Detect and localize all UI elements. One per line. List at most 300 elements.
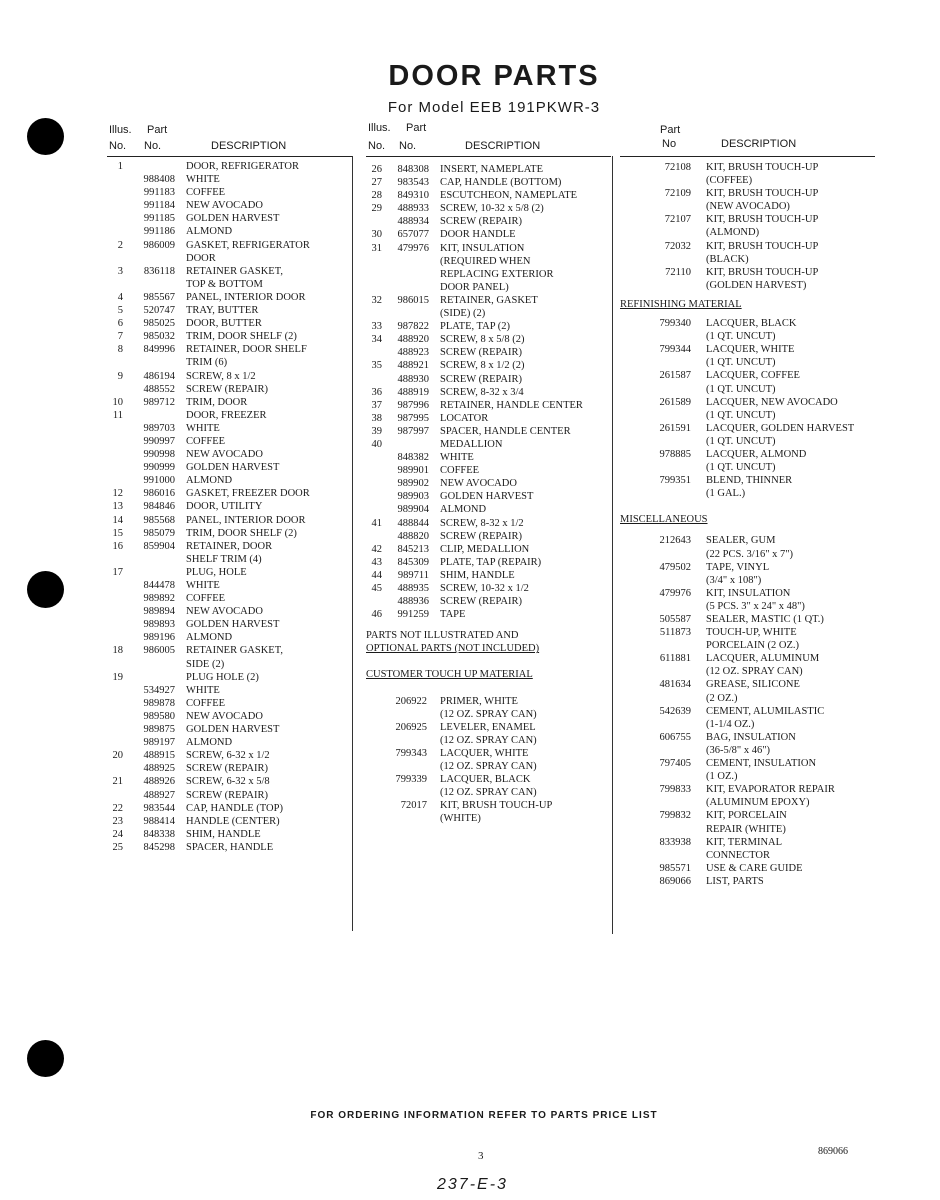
table-row (107, 422, 352, 435)
part-description: SCREW (REPAIR) (186, 383, 268, 395)
part-number: 799340 (659, 318, 691, 330)
table-row (366, 333, 611, 346)
customer-touchup-heading: CUSTOMER TOUCH UP MATERIAL (366, 669, 533, 681)
part-description: GASKET, REFRIGERATOR (186, 239, 310, 251)
part-number: 481634 (659, 679, 691, 691)
part-description: SCREW, 8 x 1/2 (2) (440, 360, 525, 372)
part-description: (1 QT. UNCUT) (706, 462, 776, 474)
document-number: 869066 (818, 1146, 848, 1157)
part-number: 987996 (397, 399, 429, 411)
touchup-list (366, 695, 611, 826)
part-number: 72017 (400, 800, 427, 812)
part-description: PLATE, TAP (REPAIR) (440, 556, 542, 568)
illus-number: 38 (371, 412, 382, 424)
part-description: TAPE, VINYL (706, 561, 770, 573)
part-description: SCREW (REPAIR) (440, 216, 522, 228)
part-number: 844478 (143, 580, 175, 591)
table-row (107, 173, 352, 186)
part-description: KIT, PORCELAIN (706, 810, 787, 822)
table-row (366, 608, 611, 621)
not-illustrated-note: PARTS NOT ILLUSTRATED AND (366, 630, 519, 642)
part-description: (3/4" x 108") (706, 574, 762, 586)
table-row (366, 695, 611, 708)
table-row (620, 356, 875, 369)
table-row (620, 369, 875, 382)
part-number: 989580 (143, 710, 175, 722)
part-description: LACQUER, WHITE (706, 344, 795, 356)
part-description: (12 OZ. SPRAY CAN) (440, 734, 537, 746)
part-description: NEW AVOCADO (186, 449, 263, 461)
table-row (366, 359, 611, 372)
part-number: 479976 (397, 242, 429, 254)
part-number: 606755 (659, 731, 691, 743)
table-row (366, 412, 611, 425)
part-number: 799833 (659, 784, 691, 796)
table-row (620, 561, 875, 574)
part-description: (5 PCS. 3" x 24" x 48") (706, 600, 805, 612)
part-description: (36-5/8" x 46") (706, 744, 770, 756)
part-number: 988414 (143, 815, 175, 827)
part-description: KIT, BRUSH TOUCH-UP (440, 800, 553, 812)
part-description: BAG, INSULATION (706, 731, 796, 743)
part-number: 799832 (659, 810, 691, 822)
table-row (107, 356, 352, 369)
table-row (107, 396, 352, 409)
part-description: SCREW, 6-32 x 1/2 (186, 750, 270, 762)
table-row (620, 823, 875, 836)
part-description: HANDLE (CENTER) (186, 815, 280, 827)
table-row (620, 174, 875, 187)
table-row (620, 613, 875, 626)
part-label: Part (406, 122, 427, 134)
table-row (620, 875, 875, 888)
part-description: (1-1/4 OZ.) (706, 718, 755, 730)
no-label: No (662, 138, 677, 150)
illus-number: 13 (112, 501, 123, 513)
table-row (620, 757, 875, 770)
table-row (366, 386, 611, 399)
part-description: SCREW (REPAIR) (440, 596, 522, 608)
part-description: SEALER, MASTIC (1 QT.) (706, 614, 824, 625)
part-description: (COFFEE) (706, 175, 753, 187)
table-row (366, 281, 611, 294)
part-number: 989703 (143, 422, 175, 434)
table-row (620, 240, 875, 253)
part-description: CONNECTOR (706, 849, 770, 861)
part-description: DOOR, FREEZER (186, 409, 267, 421)
part-description: LACQUER, BLACK (706, 318, 797, 330)
illus-number: 3 (117, 265, 123, 277)
part-number: 987822 (397, 321, 429, 333)
column-divider-1 (352, 156, 353, 931)
part-description: USE & CARE GUIDE (706, 862, 803, 874)
table-row (107, 278, 352, 291)
table-row (107, 802, 352, 815)
table-row (107, 239, 352, 252)
part-number: 486194 (143, 370, 175, 382)
part-description: SCREW (REPAIR) (186, 763, 268, 775)
part-description: DOOR, UTILITY (186, 501, 263, 513)
table-row (620, 639, 875, 652)
part-number: 797405 (659, 758, 691, 770)
illus-number: 4 (117, 291, 123, 303)
part-description: SPACER, HANDLE CENTER (440, 425, 571, 437)
part-description: GOLDEN HARVEST (186, 619, 280, 631)
column-header (107, 122, 352, 157)
part-number: 985567 (143, 291, 175, 303)
table-row (620, 796, 875, 809)
table-row (107, 566, 352, 579)
table-row (107, 723, 352, 736)
part-description: PLUG, HOLE (186, 566, 247, 578)
part-description: COFFEE (186, 697, 226, 709)
part-number: 986016 (143, 488, 175, 500)
part-description: (1 QT. UNCUT) (706, 409, 776, 421)
part-number: 833938 (659, 836, 691, 848)
part-description: WHITE (440, 452, 474, 464)
table-row (107, 304, 352, 317)
part-description: MEDALLION (440, 438, 503, 450)
illus-number: 21 (112, 776, 123, 788)
table-row (107, 474, 352, 487)
table-row (107, 736, 352, 749)
parts-column-1 (107, 122, 352, 854)
part-number: 488552 (143, 383, 175, 395)
table-row (366, 373, 611, 386)
part-description: (1 QT. UNCUT) (706, 331, 776, 343)
part-description: LACQUER, GOLDEN HARVEST (706, 422, 855, 434)
part-number: 991185 (143, 213, 175, 225)
illus-number: 25 (112, 841, 123, 853)
table-row (107, 225, 352, 238)
table-row (366, 773, 611, 786)
part-number: 488930 (397, 373, 429, 385)
part-description: CEMENT, INSULATION (706, 758, 817, 770)
part-description: GREASE, SILICONE (706, 679, 800, 691)
part-description: SCREW (REPAIR) (440, 530, 522, 542)
table-row (620, 692, 875, 705)
part-description: KIT, BRUSH TOUCH-UP (706, 162, 819, 173)
table-row (366, 163, 611, 176)
illus-number: 28 (371, 190, 382, 202)
part-number: 983544 (143, 802, 175, 814)
table-row (366, 734, 611, 747)
part-description: COFFEE (440, 465, 480, 477)
table-row (107, 252, 352, 265)
part-description: ALMOND (440, 504, 487, 516)
part-description: WHITE (186, 422, 220, 434)
handwritten-stamp: 237-E-3 (437, 1176, 508, 1193)
part-number: 991184 (143, 200, 175, 212)
part-description: KIT, TERMINAL (706, 836, 783, 848)
part-number: 505587 (659, 614, 691, 625)
table-row (620, 548, 875, 561)
illus-number: 44 (371, 569, 382, 581)
part-description: ALMOND (186, 475, 233, 487)
table-row (107, 605, 352, 618)
parts-list (366, 157, 611, 621)
column-header (366, 122, 611, 157)
part-description: TOP & BOTTOM (186, 278, 263, 290)
part-number: 859904 (143, 540, 175, 552)
table-row (620, 161, 875, 174)
illus-number: 46 (371, 609, 382, 621)
table-row (107, 291, 352, 304)
table-row (107, 514, 352, 527)
part-number: 72032 (664, 240, 691, 252)
table-row (107, 343, 352, 356)
part-description: LACQUER, ALUMINUM (706, 653, 820, 665)
part-description: (1 OZ.) (706, 771, 738, 783)
part-description: (SIDE) (2) (440, 308, 486, 320)
illus-number: 27 (371, 177, 382, 189)
part-description: PLUG HOLE (2) (186, 671, 259, 683)
optional-parts-note: OPTIONAL PARTS (NOT INCLUDED) (366, 643, 540, 655)
page-title: DOOR PARTS (388, 60, 600, 92)
part-description: (1 GAL.) (706, 488, 746, 500)
parts-column-3 (620, 122, 875, 888)
part-description: LOCATOR (440, 412, 489, 424)
part-description: KIT, BRUSH TOUCH-UP (706, 188, 819, 200)
table-row (366, 582, 611, 595)
part-description: LACQUER, BLACK (440, 774, 531, 786)
illus-number: 5 (117, 305, 123, 317)
illus-number: 32 (371, 294, 382, 306)
part-number: 657077 (397, 229, 429, 241)
illus-number: 36 (371, 386, 382, 398)
table-row (107, 265, 352, 278)
part-description: KIT, EVAPORATOR REPAIR (706, 784, 835, 796)
part-description: (ALMOND) (706, 227, 760, 239)
illus-number: 40 (371, 438, 382, 450)
part-number: 479502 (659, 561, 691, 573)
illus-number: 43 (371, 556, 382, 568)
table-row (620, 770, 875, 783)
part-description: DOOR HANDLE (440, 229, 516, 241)
column-divider-2 (612, 156, 613, 934)
part-description: PORCELAIN (2 OZ.) (706, 640, 800, 652)
part-description: KIT, BRUSH TOUCH-UP (706, 214, 819, 226)
part-description: BLEND, THINNER (706, 475, 793, 487)
table-row (620, 862, 875, 875)
part-number: 848308 (397, 164, 429, 175)
no-label: No. (109, 140, 127, 152)
illus-number: 37 (371, 399, 382, 411)
part-description: GOLDEN HARVEST (186, 462, 280, 474)
part-number: 488934 (397, 216, 429, 228)
part-number: 611881 (659, 653, 691, 665)
part-description: (NEW AVOCADO) (706, 201, 790, 213)
table-row (107, 579, 352, 592)
part-number: 985568 (143, 514, 175, 526)
part-description: SCREW, 8 x 1/2 (186, 370, 256, 382)
table-row (620, 809, 875, 822)
part-description: GOLDEN HARVEST (186, 724, 280, 736)
table-row (620, 718, 875, 731)
table-row (620, 574, 875, 587)
illus-number: 42 (371, 543, 382, 555)
table-row (107, 775, 352, 788)
table-row (366, 464, 611, 477)
part-number: 989197 (143, 737, 175, 749)
part-description: PLATE, TAP (2) (440, 321, 511, 333)
part-number: 799339 (395, 774, 427, 786)
part-number: 511873 (659, 627, 691, 639)
table-row (107, 409, 352, 422)
part-description: SCREW (REPAIR) (440, 373, 522, 385)
part-description: RETAINER, HANDLE CENTER (440, 399, 583, 411)
part-number: 989894 (143, 606, 175, 618)
table-row (107, 527, 352, 540)
table-row (107, 448, 352, 461)
table-row (366, 294, 611, 307)
table-row (366, 760, 611, 773)
part-description: CAP, HANDLE (BOTTOM) (440, 177, 562, 189)
part-description: LACQUER, WHITE (440, 747, 529, 759)
part-description: KIT, INSULATION (440, 242, 525, 254)
table-row (620, 626, 875, 639)
part-number: 488926 (143, 776, 175, 788)
part-number: 987997 (397, 425, 429, 437)
part-number: 542639 (659, 705, 691, 717)
part-description: COFFEE (186, 435, 226, 447)
table-row (366, 346, 611, 359)
part-number: 985079 (143, 527, 175, 539)
part-description: DOOR, BUTTER (186, 318, 262, 330)
table-row (366, 399, 611, 412)
part-number: 212643 (659, 535, 691, 547)
illus-number: 41 (371, 517, 382, 529)
page-number: 3 (478, 1150, 484, 1162)
part-number: 845298 (143, 841, 175, 853)
illus-number: 34 (371, 334, 382, 346)
part-description: TRIM, DOOR (186, 396, 248, 408)
part-description: SIDE (2) (186, 658, 225, 670)
table-row (107, 199, 352, 212)
table-row (620, 448, 875, 461)
part-description: REPAIR (WHITE) (706, 823, 786, 835)
illus-number: 2 (117, 239, 123, 251)
table-row (366, 242, 611, 255)
part-description: ALMOND (186, 737, 233, 749)
table-row (366, 477, 611, 490)
illus-number: 9 (117, 370, 123, 382)
part-description: CAP, HANDLE (TOP) (186, 802, 283, 814)
ordering-info: FOR ORDERING INFORMATION REFER TO PARTS PRICE LIST (310, 1110, 658, 1121)
table-row (366, 812, 611, 825)
part-description: NEW AVOCADO (186, 200, 263, 212)
part-number: 72108 (664, 162, 691, 173)
part-number: 488844 (397, 517, 429, 529)
part-number: 799344 (659, 344, 691, 356)
part-description: NEW AVOCADO (186, 606, 263, 618)
part-description: (WHITE) (440, 813, 481, 825)
part-description: COFFEE (186, 187, 226, 199)
part-number: 849310 (397, 190, 429, 202)
table-row (107, 618, 352, 631)
refinishing-heading: REFINISHING MATERIAL (620, 298, 742, 310)
table-row (366, 530, 611, 543)
table-row (620, 587, 875, 600)
parts-list (107, 157, 352, 854)
illus-number: 15 (112, 527, 123, 539)
table-row (107, 435, 352, 448)
illus-number: 18 (112, 645, 123, 657)
illus-number: 23 (112, 815, 123, 827)
table-row (366, 490, 611, 503)
part-number: 989901 (397, 465, 429, 477)
table-row (620, 744, 875, 757)
part-description: KIT, BRUSH TOUCH-UP (706, 240, 819, 252)
illus-number: 30 (371, 229, 382, 241)
part-description: DOOR, REFRIGERATOR (186, 161, 299, 172)
part-number: 990998 (143, 449, 175, 461)
part-description: GOLDEN HARVEST (186, 213, 280, 225)
illus-label: Illus. (109, 124, 132, 136)
part-description: (REQUIRED WHEN (440, 255, 531, 267)
part-description: DOOR PANEL) (440, 281, 509, 293)
part-description: WHITE (186, 580, 220, 591)
part-label: Part (660, 124, 681, 136)
table-row (620, 383, 875, 396)
part-number: 488921 (397, 360, 429, 372)
part-description: SPACER, HANDLE (186, 841, 274, 853)
part-number: 989875 (143, 724, 175, 736)
table-row (366, 556, 611, 569)
part-number: 488923 (397, 347, 429, 359)
table-row (620, 330, 875, 343)
table-row (107, 828, 352, 841)
touchup-kits-list (620, 157, 875, 292)
part-description: TAPE (440, 609, 466, 621)
part-number: 488820 (397, 530, 429, 542)
table-row (366, 307, 611, 320)
part-number: 985571 (659, 862, 691, 874)
part-number: 845309 (397, 556, 429, 568)
binder-hole-top (27, 118, 64, 155)
no-label: No. (368, 140, 386, 152)
table-row (107, 684, 352, 697)
part-number: 836118 (143, 265, 175, 277)
part-description: (ALUMINUM EPOXY) (706, 797, 810, 809)
table-row (620, 226, 875, 239)
part-number: 72107 (664, 214, 691, 226)
miscellaneous-list (620, 534, 875, 888)
table-row (107, 749, 352, 762)
table-row (107, 317, 352, 330)
part-number: 488915 (143, 750, 175, 762)
table-row (620, 665, 875, 678)
part-number: 848338 (143, 828, 175, 840)
table-row (366, 215, 611, 228)
part-description: SCREW (REPAIR) (440, 347, 522, 359)
part-number: 991259 (397, 609, 429, 621)
table-row (620, 783, 875, 796)
part-description: SCREW, 8-32 x 1/2 (440, 517, 524, 529)
table-row (620, 279, 875, 292)
part-number: 990997 (143, 435, 175, 447)
table-row (366, 786, 611, 799)
part-description: TRIM, DOOR SHELF (2) (186, 331, 297, 343)
part-number: 849996 (143, 344, 175, 356)
part-number: 991186 (143, 226, 175, 238)
part-description: SCREW (REPAIR) (186, 789, 268, 801)
table-row (366, 176, 611, 189)
table-row (107, 160, 352, 173)
table-row (366, 747, 611, 760)
table-row (366, 268, 611, 281)
table-row (620, 396, 875, 409)
